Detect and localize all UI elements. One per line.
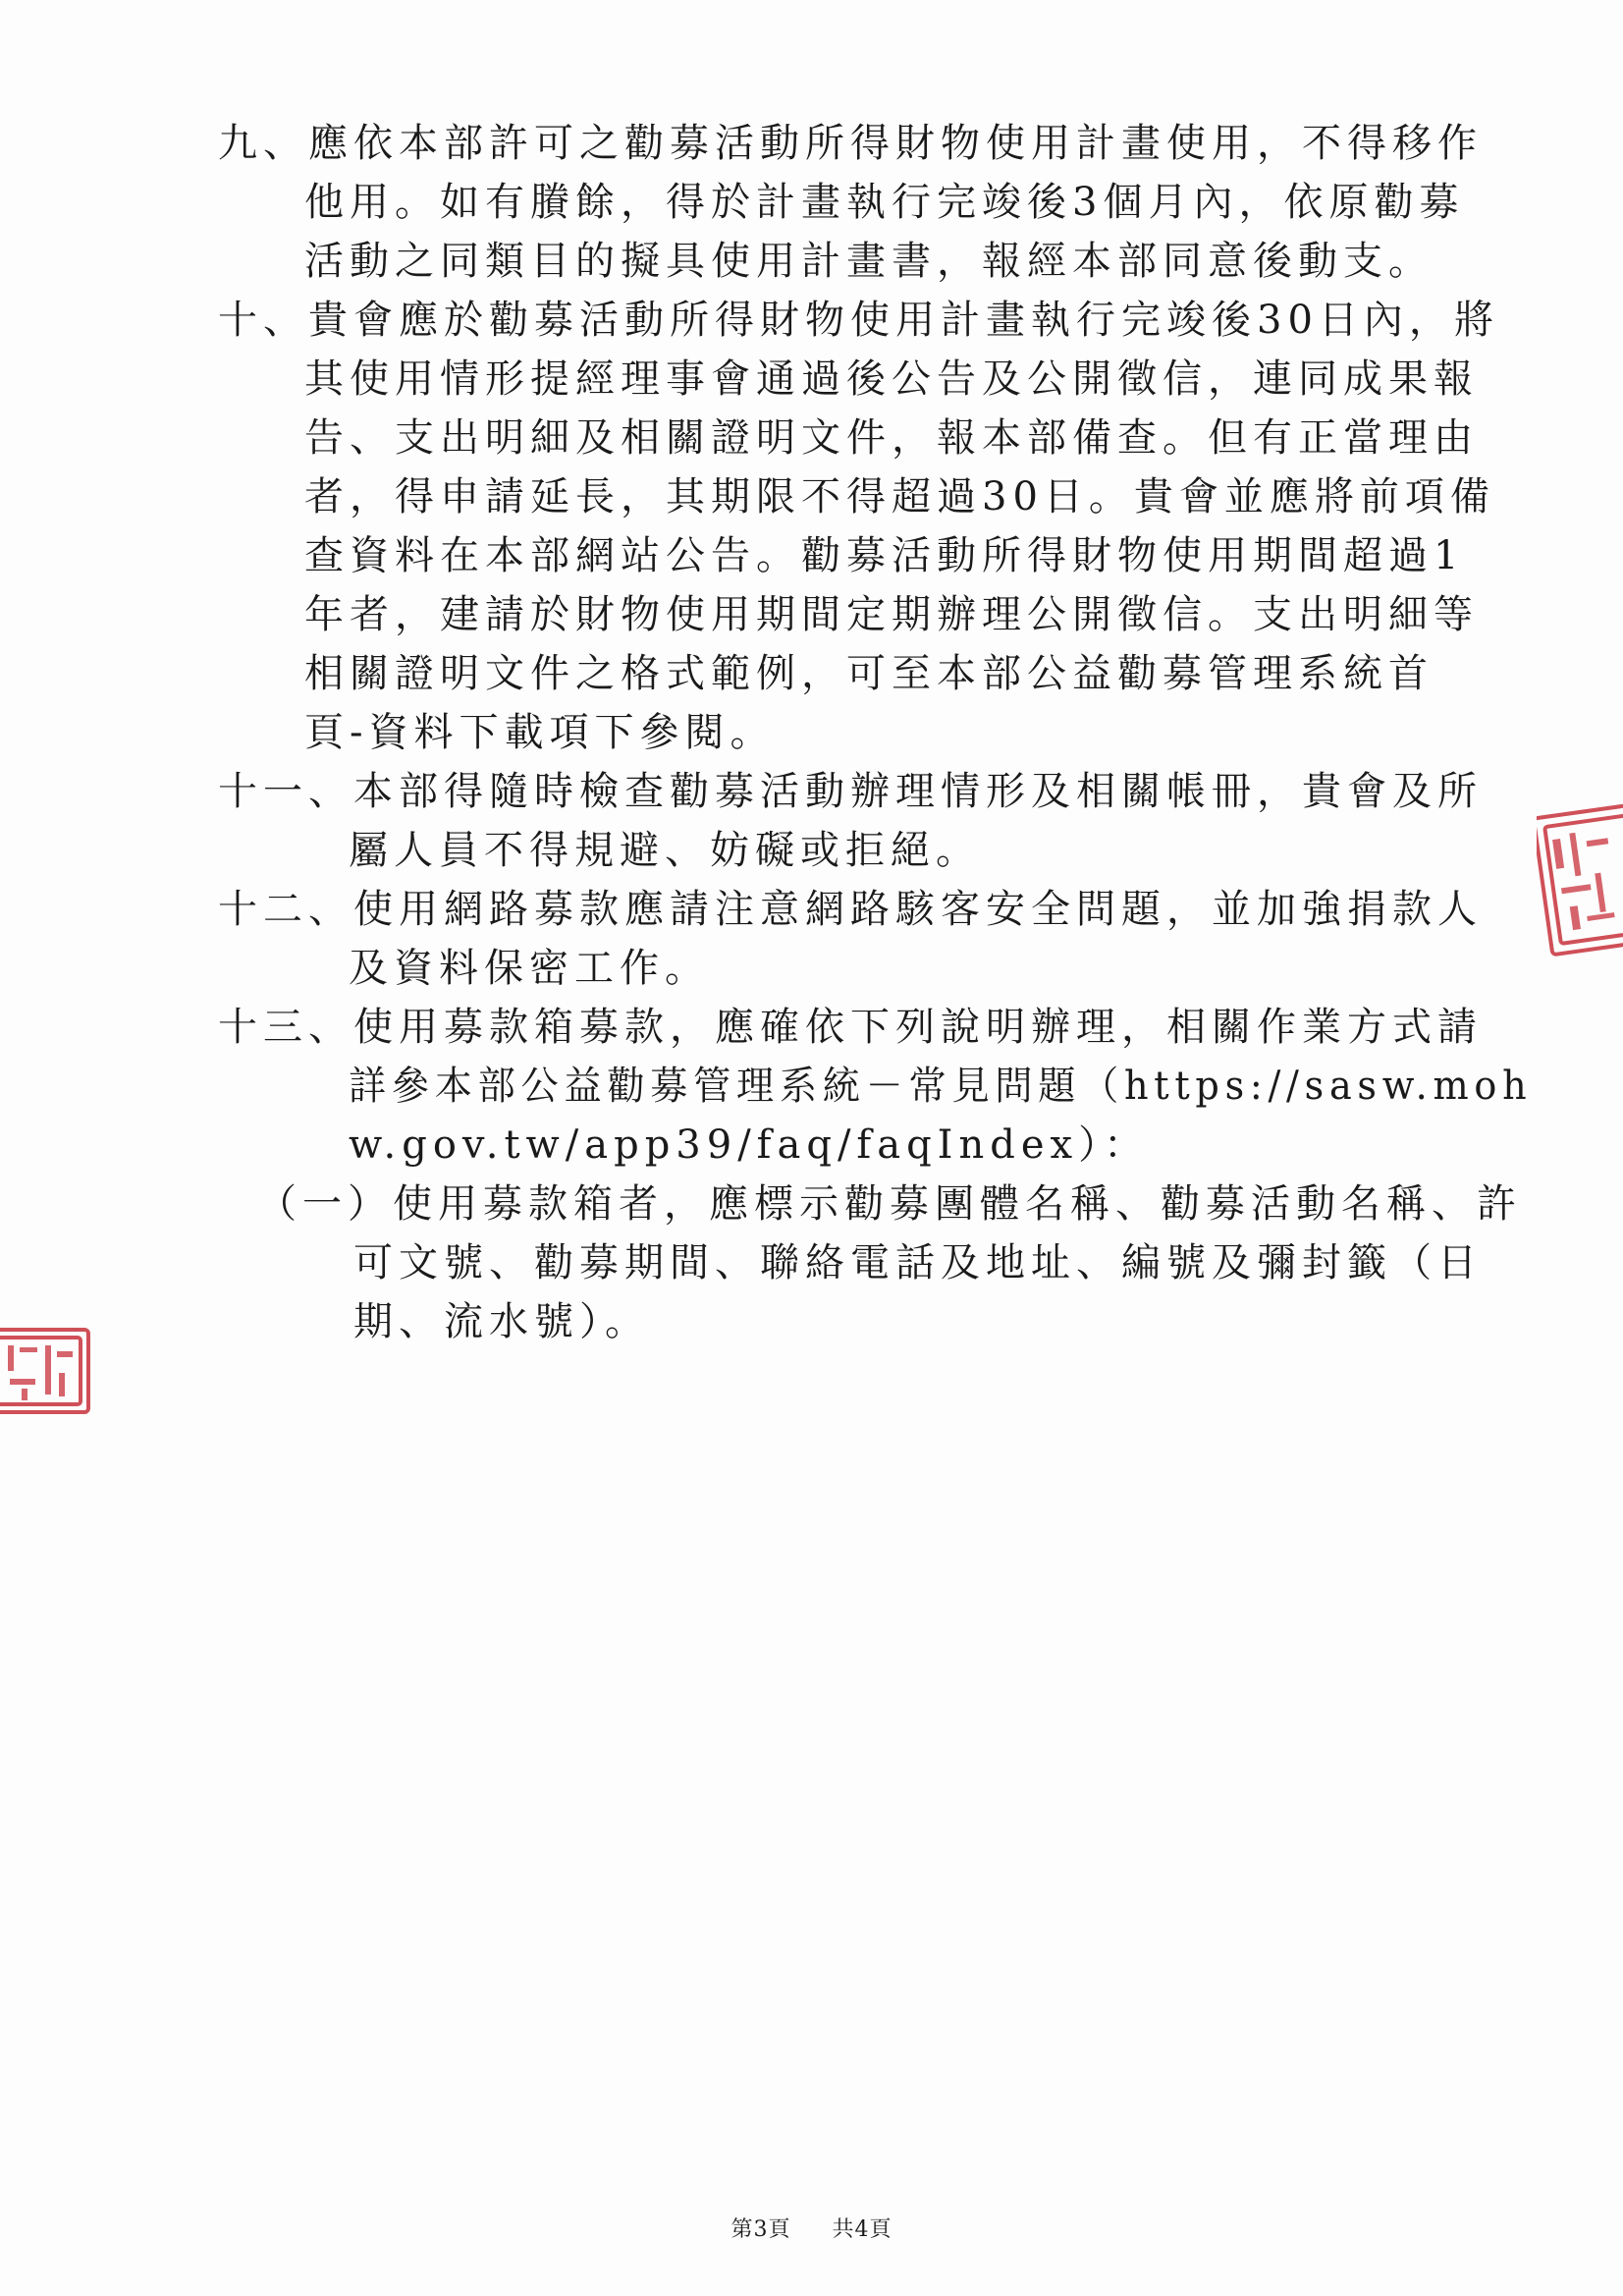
page-footer [0,2213,1623,2243]
clause-12-line-1: 十二、使用網路募款應請注意網路駭客安全問題，並加強捐款人 [218,887,1483,932]
page-total: 共4頁 [832,2217,893,2242]
clause-10-line-4: 者，得申請延長，其期限不得超過30日。貴會並應將前項備 [304,474,1495,519]
clause-12-line-2: 及資料保密工作。 [349,946,710,991]
official-seal-right [1537,803,1623,960]
clause-9-line-1: 九、應依本部許可之勸募活動所得財物使用計畫使用，不得移作 [218,121,1483,166]
clause-11-line-1: 十一、本部得隨時檢查勸募活動辦理情形及相關帳冊，貴會及所 [218,769,1483,814]
clause-10-line-6: 年者，建請於財物使用期間定期辦理公開徵信。支出明細等 [304,592,1479,637]
clause-10-line-5: 查資料在本部網站公告。勸募活動所得財物使用期間超過1 [304,533,1465,578]
clause-13-sub-1-line-2: 可文號、勸募期間、聯絡電話及地址、編號及彌封籤（日 [353,1240,1483,1285]
clause-13-sub-1-line-1: （一）使用募款箱者，應標示勸募團體名稱、勸募活動名稱、許 [257,1181,1522,1227]
clause-11-line-2: 屬人員不得規避、妨礙或拒絕。 [349,828,981,873]
clause-10-line-2: 其使用情形提經理事會通過後公告及公開徵信，連同成果報 [304,356,1479,402]
page-number: 第3頁 [730,2217,791,2242]
clause-10-line-8: 頁-資料下載項下參閱。 [304,710,776,755]
clause-10-line-3: 告、支出明細及相關證明文件，報本部備查。但有正當理由 [304,415,1479,461]
clause-9-line-2: 他用。如有賸餘，得於計畫執行完竣後3個月內，依原勸募 [304,180,1465,225]
clause-10-line-1: 十、貴會應於勸募活動所得財物使用計畫執行完竣後30日內，將 [218,298,1499,343]
clause-13-line-1: 十三、使用募款箱募款，應確依下列說明辦理，相關作業方式請 [218,1005,1483,1050]
clause-10-line-7: 相關證明文件之格式範例，可至本部公益勸募管理系統首 [304,651,1434,696]
official-seal-left [0,1324,94,1418]
clause-9-line-3: 活動之同類目的擬具使用計畫書，報經本部同意後動支。 [304,239,1434,284]
clause-13-line-3: w.gov.tw/app39/faq/faqIndex）： [349,1122,1150,1168]
clause-13-line-2: 詳參本部公益勸募管理系統－常見問題（https://sasw.moh [349,1064,1533,1109]
clause-13-sub-1-line-3: 期、流水號）。 [353,1299,650,1344]
